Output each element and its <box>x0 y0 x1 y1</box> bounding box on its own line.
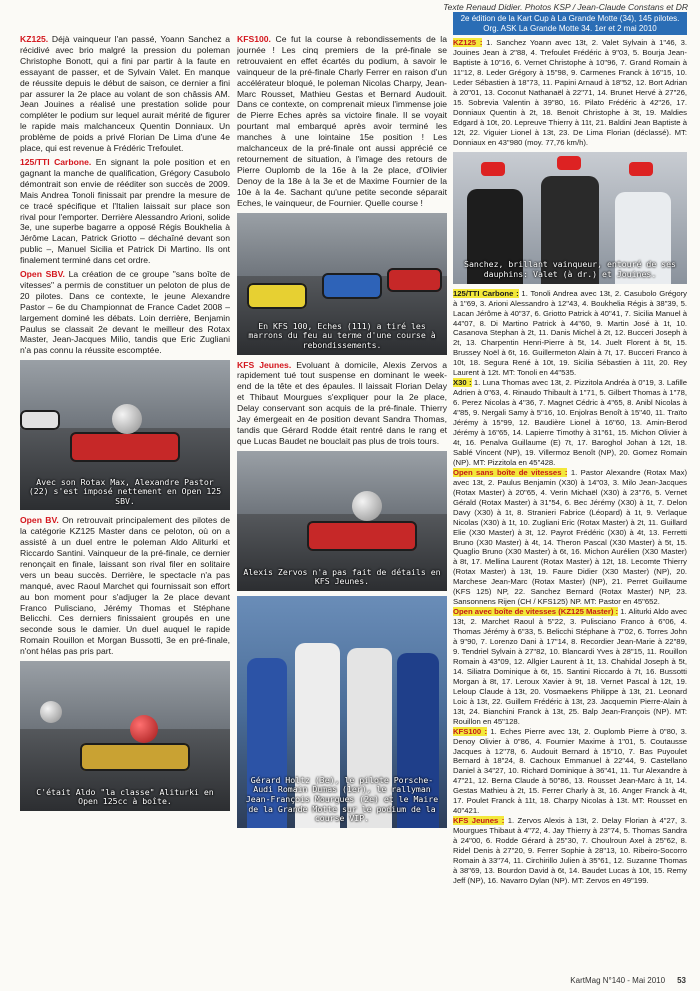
bv-lead: Open BV. <box>20 515 59 526</box>
photo-zervos <box>237 451 447 591</box>
results-kfs100-text: 1. Eches Pierre avec 13t, 2. Ouplomb Pierre à 0"80, 3. Denoy Olivier à 0"86, 4. Fournier Maxime à 1"01, 5. Coutausse Jacques à 12"78, 6. Audouit Bernard à 15"10, 7. Bas Puyoulet Bernard à 18"24, 8. Cachoux Emmanuel à 22"44, 9. Castellano Daniel à 34"27, 10. Richard Dominique à 36"41, 11. Tur Alexandre à 47"21, 12. Berna Claude à 50"86, 13. Rousset Jean-Marc à 1t, 14. Gestas Mathieu à 2t, 15. Ferrer Charly à 3t, 16. Anger Franck à 4t, 17. Poulet Franck à 11t, 18. Charpy Nicolas à 13t. MT: Rousset en 40"421. <box>453 726 687 816</box>
kfs100-lead: KFS100. <box>237 34 271 44</box>
photo-vip-podium <box>237 596 447 828</box>
results-sbv <box>453 468 687 607</box>
jeunes-text: Evoluant à domicile, Alexis Zervos a rapidement tué tout suspense en dominant le week-end de la tête et des épaules. Il laissait Florian Delay et Thibaut Mourgues s'expliquer pour la 2e place, Delay conservant son acquis de la pré-finale. Thierry Jay émergeait en 4e position devant Sandra Thomas, tandis que Gérard Rodde était rentré dans le rang et que Lucas Baudet ne bouclait pas plus de trois tours. <box>237 359 447 446</box>
page-footer <box>570 976 686 985</box>
results-x30 <box>453 378 687 468</box>
event-banner: 2e édition de la Kart Cup à La Grande Motte (34), 145 pilotes. Org. ASK La Grande Motte 34. 1er et 2 mai 2010 <box>453 12 687 35</box>
jeunes-lead: KFS Jeunes. <box>237 359 292 370</box>
photo-eches <box>237 213 447 355</box>
jeunes-paragraph <box>237 360 447 447</box>
results-jeunes-lead: KFS Jeunes : <box>453 816 505 826</box>
results-kz125-lead: KZ125 : <box>453 38 483 48</box>
column-3 <box>453 12 687 942</box>
photo-zervos-caption: Alexis Zervos n'a pas fait de détails en KFS Jeunes. <box>243 566 441 587</box>
kz125-lead: KZ125. <box>20 34 49 44</box>
bv-paragraph <box>20 515 230 657</box>
results-tti-text: 1. Tonoli Andrea avec 13t, 2. Casubolo Grégory à 1"69, 3. Arioni Alessandro à 12"43, 4. Boukhelia Régis à 38"39, 5. Lacan Jérôme à 40"37, 6. Griotto Patrick à 40"41, 7. Sicilia Manuel à 44"07, 8. Di Martino Patrick à 44"60, 9. Martin José à 1t, 10. Casanova Stephan à 2t, 11. Danis Michel à 2t, 12. Bucceri Joseph à 2t, 13. Charpentin Henri-Pierre à 5t, 14. Juelt Florent à 5t, 15. Brussey Noël à 6t, 16. Guillermeton Alain à 7t, 17. Bucceri Franco à 10t, 18. Segura René à 10t, 19. Sicilia Sébastien à 11t, 20. Rey Laurent à 12t. MT: Tonoli en 44"535. <box>453 288 687 378</box>
magazine-issue: KartMag N°140 - Mai 2010 <box>570 976 666 985</box>
kz125-text: Déjà vainqueur l'an passé, Yoann Sanchez a récidivé avec brio malgré la pression du poleman Christophe Bonott, qui a fini par partir à la faute en essayant de passer, et de Sylvain Valet. En manque de réussite depuis le début de saison, ce dernier a fini par assurer la 2e place au volant de son châssis AM. Jean Jouines a réalisé une prestation solide pour compléter le podium sur lequel aurait mérité de figurer le rapide mais malchanceux Quentin Donniaux. Un problème de poids a privé Florian De Lima d'une 4e place, qui est revenue à Frédéric Trefoulet. <box>20 34 230 154</box>
sbv-text: La création de ce groupe "sans boîte de vitesses" a permis de constituer un peloton de plus de 20 pilotes. Dans ce contexte, le jeune Alexandre Pastor – 6e du Championnat de France Cadet 2008 – largement dominé les débats. Loin derrière, Benjamin Paulus se classait 2e devant le meilleur des Rotax Master, Jean-Jacques Milio, tandis que Eric Zugliani n'a pas connu la réussite escomptée. <box>20 269 230 356</box>
results-tti <box>453 289 687 379</box>
results-bv-lead: Open avec boîte de vitesses (KZ125 Master) : <box>453 607 619 617</box>
photo-kz125-caption: Sanchez, brillant vainqueur, entouré de ses dauphins: Valet (à dr.) et Jouines. <box>464 259 676 280</box>
tti-lead: 125/TTI Carbone. <box>20 156 92 167</box>
photo-kz125-podium <box>453 152 687 284</box>
bv-text: On retrouvait principalement des pilotes de la catégorie KZ125 Master dans ce peloton, où on a assisté à un duel entre le poleman Aldo Aliturki et Riccardo Santini. Vainqueur de la pré-finale, ce dernier renonçait en finale, laissant son rival filer en solitaire vers un beau succès. Derrière, le spectacle n'a pas manqué, avec Raoul Marchet qui fournissait son effort au bon moment pour s'adjuger la 2e place devant Franco Pulisciano, Jérémy Thomas et Stéphane Belicchi. Ces derniers finissaient groupés en une seconde sous le damier. Un duel auquel le rapide Romain Rouillon et Morgan Bussotti, 3e en pré-finale, n'ont hélas pas pris part. <box>20 515 230 657</box>
photo-aliturki-caption: C'était Aldo "la classe" Aliturki en Open 125cc à boîte. <box>36 786 214 807</box>
page-number: 53 <box>677 976 686 985</box>
results-kz125 <box>453 38 687 147</box>
tti-paragraph <box>20 157 230 266</box>
photo-pastor-caption: Avec son Rotax Max, Alexandre Pastor (22) s'est imposé nettement en Open 125 SBV. <box>28 476 222 506</box>
results-jeunes-text: 1. Zervos Alexis à 13t, 2. Delay Florian à 4"27, 3. Mourgues Thibaut à 4"72, 4. Jay Thierry à 23"74, 5. Thomas Sandra à 24"00, 6. Rodde Gérard à 25"30, 7. Choulroun Axel à 25"62, 8. Ridel Denis à 27"20, 9. Ferrer Sophie à 28"13, 10. Ribeiro-Socorro Romain à 33"74, 11. Circhirillo Julien à 35"61, 12. Suzanne Thomas à 38"69, 13. Bourdon David à 6t, 14. Baudet Lucas à 10t, 15. Remy Jeff (NP), 16. Navarro Dylan (NP). MT: Zervos en 49"199. <box>453 816 687 885</box>
photo-vip-caption: Gérard Holtz (3e), le pilote Porsche-Audi Romain Dumas (1er), le rallyman Jean-François Mourgues (2e) et le Maire de la Grande Motte sur le podium de la course VIP. <box>245 774 439 824</box>
results-kfs100-lead: KFS100 : <box>453 726 488 736</box>
results-bv-text: 1. Aliturki Aldo avec 13t, 2. Marchet Raoul à 5"22, 3. Pulisciano Franco à 6"06, 4. Thomas Jérémy à 6"33, 5. Belicchi Stéphane à 7"02, 6. Torres John à 9"90, 7. Lorenzo Dani à 17"14, 8. Recordier Jean-Marie à 22"89, 9. Tendriel Sylvain à 27"82, 10. Blancardi Yves à 28"15, 11. Rouillon Romain à 43"09, 12. Allgier Laurent à 1t, 13. Chahidal Joseph à 5t, 14. Siliatra Dominique à 6t, 15. Santini Riccardo à 7t, 16. Bussotti Morgan à 8t, 17. Leroux Xavier à 9t, 18. Vernet Pascal à 12t, 19. Leloup Claude à 13t, 20. Vosmaekens Philippe à 13t, 21. Leonard Loic à 13t, 22. Guillem Frédéric à 13t, 23. Jacquemin Pierre-Alain à 13t, 24. Bianchini Franck à 13t, 25. Balp Jean-François (NP). MT: Rouillon en 45"128. <box>453 607 687 726</box>
kfs100-text: Ce fut la course à rebondissements de la journée ! Les cinq premiers de la pré-finale se retrouvaient en effet écartés du podium, à savoir le vainqueur de la pré-finale Charly Ferrer en raison d'un accélérateur bloqué, le poleman Nicolas Charpy, Jean-Marc Rousset, Mathieu Gestas et Bernard Audouit. Dans ce contexte, on comprenait mieux l'immense joie de Pierre Eches après sa victoire finale. Il se voyait pourtant mal embarqué après avoir terminé les manches à une lointaine 15e position ! Les malchanceux de la pré-finale ont aussi apprécié ce retournement de situation, à l'image des retours de Pierre Ouplomb de la 16e à la 2e place, d'Olivier Denoy de la 18e à la 3e et de Maxime Fournier de la 10e à la 4e. Sachant qu'une petite seconde séparait Eches, le vainqueur, de Fournier. Quelle course ! <box>237 34 447 208</box>
results-x30-lead: X30 : <box>453 378 472 388</box>
column-1 <box>20 34 230 946</box>
results-kfs100 <box>453 727 687 817</box>
column-2 <box>237 34 447 946</box>
photo-credit: Texte Renaud Didier. Photos KSP / Jean-Claude Constans et DR <box>443 2 688 12</box>
results-bv <box>453 607 687 726</box>
sbv-paragraph <box>20 269 230 356</box>
results-jeunes <box>453 816 687 886</box>
photo-eches-caption: En KFS 100, Eches (111) a tiré les marrons du feu au terme d'une course à rebondissements. <box>248 320 436 350</box>
results-tti-lead: 125/TTI Carbone : <box>453 288 519 298</box>
photo-pastor <box>20 360 230 510</box>
results-sbv-text: 1. Pastor Alexandre (Rotax Max) avec 13t, 2. Paulus Benjamin (X30) à 14"03, 3. Milo Jean-Jacques (Rotax Master) à 20"65, 4. Verin Michaël (X30) à 23"76, 5. Vernet Gérald (Rotax Master) à 31"54, 6. Bec Jérémy (X30) à 1t, 7. Delon Davy (X30) à 1t, 8. Stranieri Fabrice (Léopard) à 1t, 9. Verlaque Nicolas (X30) à 1t, 10. Zugliani Eric (Rotax Master) à 2t, 11. Guillard Elie (X30 Master) à 3t, 12. Payrot Frédéric (X30) à 4t, 13. Ferretti Bruno (X30 Master) à 4t, 14. Theron Pascal (X30 Master) à 5t, 15. Quaglio Bruno (X30 Master) à 6t, 16. Michon Aurélien (X30 Master) à 8t, 17. Mellina Laurent (Rotax Master) à 12t, 18. Lecomte Thierry (Rotax Master) à 13t, 19. Faure Didier (X30 Master) (NP), 20. Marchese Jean-Marc (Rotax Master) (NP), 21. Perret Guillaume (KFS 125) NP, 22. Sanchez Bernard (Rotax Master) NP, 23. Sansonnens Rijen (CH / KFS125) NP. MT: Pastor en 45"652. <box>453 467 687 607</box>
kz125-paragraph <box>20 34 230 154</box>
kfs100-paragraph <box>237 34 447 209</box>
results-kz125-text: 1. Sanchez Yoann avec 13t, 2. Valet Sylvain à 1"46, 3. Jouines Jean à 2"88, 4. Trefoulet Frédéric à 9"03, 5. Bourja Jean-Baptiste à 10"16, 6. Vernet Christophe à 10"96, 7. Grand Romain à 11"12, 8. Leder Grégory à 15"98, 9. Carmenes Franck à 16"15, 10. Leder Sébastien à 18"73, 11. Papini Arnaud à 18"52, 12. Bort Adrian à 20"01, 13. Coconut Nathanaël à 22"71, 14. Brunet Hervé à 27"26, 15. Sobrevia Valentin à 39"80, 16. Pilato Frédéric à 42"26, 17. Donniaux Quentin à 2t, 18. Benoit Christophe à 3t, 19. Maldies Edgard à 10t, 20. Lepreuve Thierry à 11t, 21. Baldini Jean Baptiste à 12t, 22. Viguier Lionel à 13t, 23. De Lima Florian (déclassé). MT: Donniaux en 43"980 (moy. 77,76 km/h). <box>453 38 687 147</box>
results-sbv-lead: Open sans boîte de vitesses : <box>453 467 568 477</box>
tti-text: En signant la pole position et en gagnant la manche de qualification, Grégory Casubolo démontrait son envie de rééditer son succès de 2009. Mais Andrea Tonoli finissait par prendre la mesure de ce tracé spécifique et l'Italien laissait sur place son rival pour l'emporter. Derrière Alessandro Arioni, solide 3e, une superbe bagarre a opposé Régis Boukhelia à Jérôme Lacan, Patrick Griotto – déchaîné devant son public –, Manuel Sicilia et Patrick Di Martino. Ils ont finalement terminé dans cet ordre. <box>20 156 230 266</box>
results-x30-text: 1. Luna Thomas avec 13t, 2. Pizzitola Andréa à 0"19, 3. Lafille Adrien à 0"63, 4. Rinaudo Thibault à 1"71, 5. Gilbert Thomas à 1"78, 6. Perez Nicolas à 4"36, 7. Magnet Cédric à 4"65, 8. Anibl Nicolas à 4"85, 9. Nergali Samy à 5"16, 10. Enjolras Benoît à 15"40, 11. Traïto Jérémy à 15"99, 12. Baudière Lionel à 16"60, 13. Amin-Berod Jérémy à 16"65, 14. Lapierre Timothy à 31"61, 15. Michon Olivier à 4t, 16. Penalva Guillaume (E) 7t, 17. Baroghol Johan à 12t, 18. Sablé Vincent (NP), 19. Villermoz Benoît (NP), 20. Gomez Romain (NP). MT: Pizzitola en 45"428. <box>453 378 687 467</box>
photo-aliturki <box>20 661 230 811</box>
sbv-lead: Open SBV. <box>20 269 65 280</box>
